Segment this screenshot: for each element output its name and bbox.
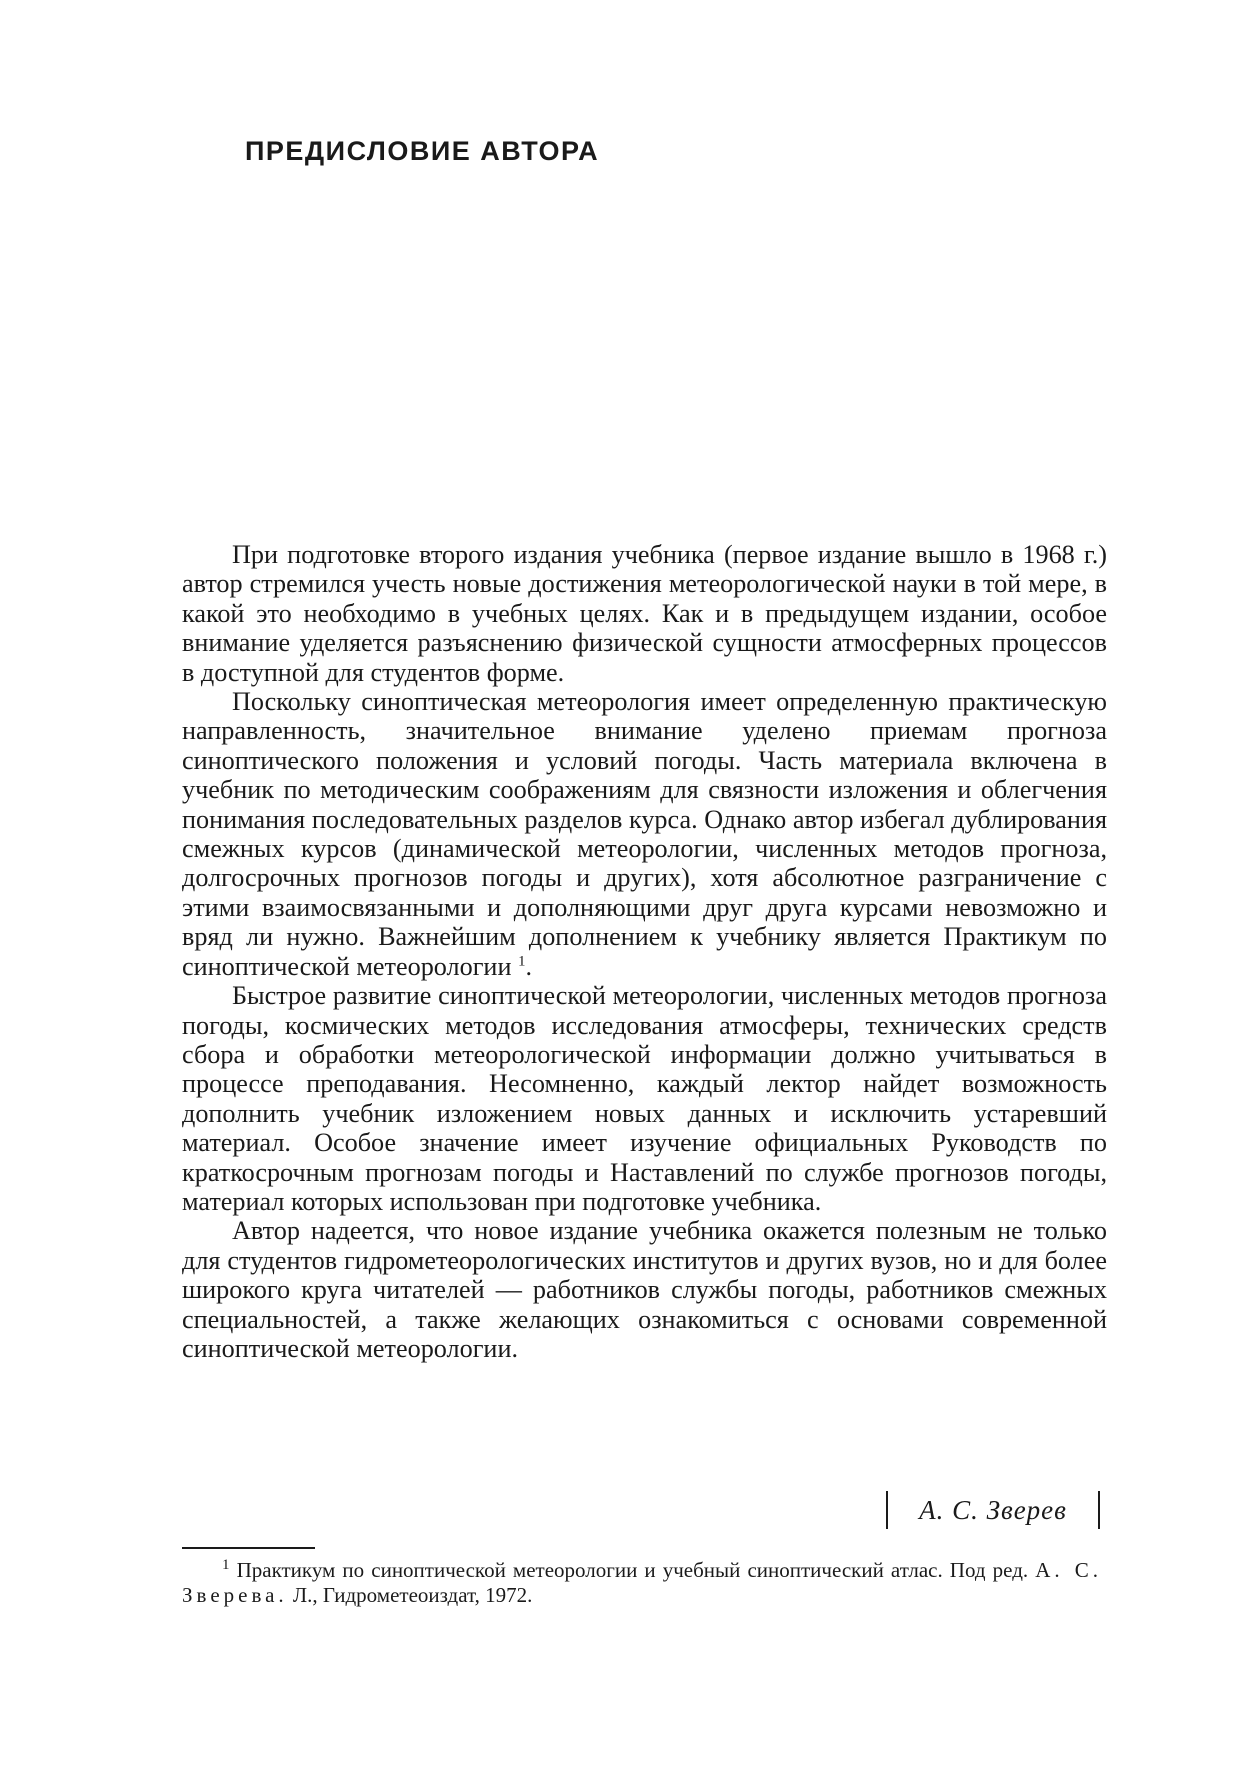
preface-body [182, 540, 1107, 1363]
footnote-editor: А. С. Зверева. [182, 1558, 1102, 1607]
page-title: ПРЕДИСЛОВИЕ АВТОРА [245, 136, 600, 166]
paragraph-4: Автор надеется, что новое издание учебника окажется полезным не только для студентов гидрометеорологических институтов и других вузов, но и для более широкого круга читателей — работников службы погоды, работников смежных специальностей, а также желающих ознакомиться с основами современной синоптической метеорологии. [182, 1216, 1107, 1363]
footnote-text-after: Л., Гидрометеоиздат, 1972. [292, 1583, 533, 1607]
paragraph-2-text: Поскольку синоптическая метеорология имеет определенную практическую направленность, значительное внимание уделено приемам прогноза синоптического положения и условий погоды. Часть материала включена в учебник по методическим соображениям для связности изложения и облегчения понимания последовательных разделов курса. Однако автор избегал дублирования смежных курсов (динамической метеорологии, численных методов прогноза, долгосрочных прогнозов погоды и других), хотя абсолютное разграничение с этими взаимосвязанными и дополняющими друг друга курсами невозможно и вряд ли нужно. Важнейшим дополнением к учебнику является Практикум по синоптической метеорологии [182, 687, 1107, 981]
footnote [182, 1558, 1102, 1608]
footnote-divider [182, 1547, 315, 1549]
footnote-text-before: Практикум по синоптической метеорологии и учебный синоптический атлас. Под ред. [236, 1558, 1029, 1582]
author-signature: А. С. Зверев [886, 1491, 1100, 1529]
paragraph-1: При подготовке второго издания учебника (первое издание вышло в 1968 г.) автор стремился учесть новые достижения метеорологической науки в той мере, в какой это необходимо в учебных целях. Как и в предыдущем издании, особое внимание уделяется разъяснению физической сущности атмосферных процессов в доступной для студентов форме. [182, 540, 1107, 687]
footnote-reference[interactable]: 1 [518, 952, 526, 969]
paragraph-3: Быстрое развитие синоптической метеорологии, численных методов прогноза погоды, космических методов исследования атмосферы, технических средств сбора и обработки метеорологической информации должно учитываться в процессе преподавания. Несомненно, каждый лектор найдет возможность дополнить учебник изложением новых данных и исключить устаревший материал. Особое значение имеет изучение официальных Руководств по краткосрочным прогнозам погоды и Наставлений по службе прогнозов погоды, материал которых использован при подготовке учебника. [182, 981, 1107, 1216]
footnote-marker: 1 [222, 1557, 230, 1573]
paragraph-2-end: . [525, 951, 533, 981]
paragraph-2 [182, 687, 1107, 981]
